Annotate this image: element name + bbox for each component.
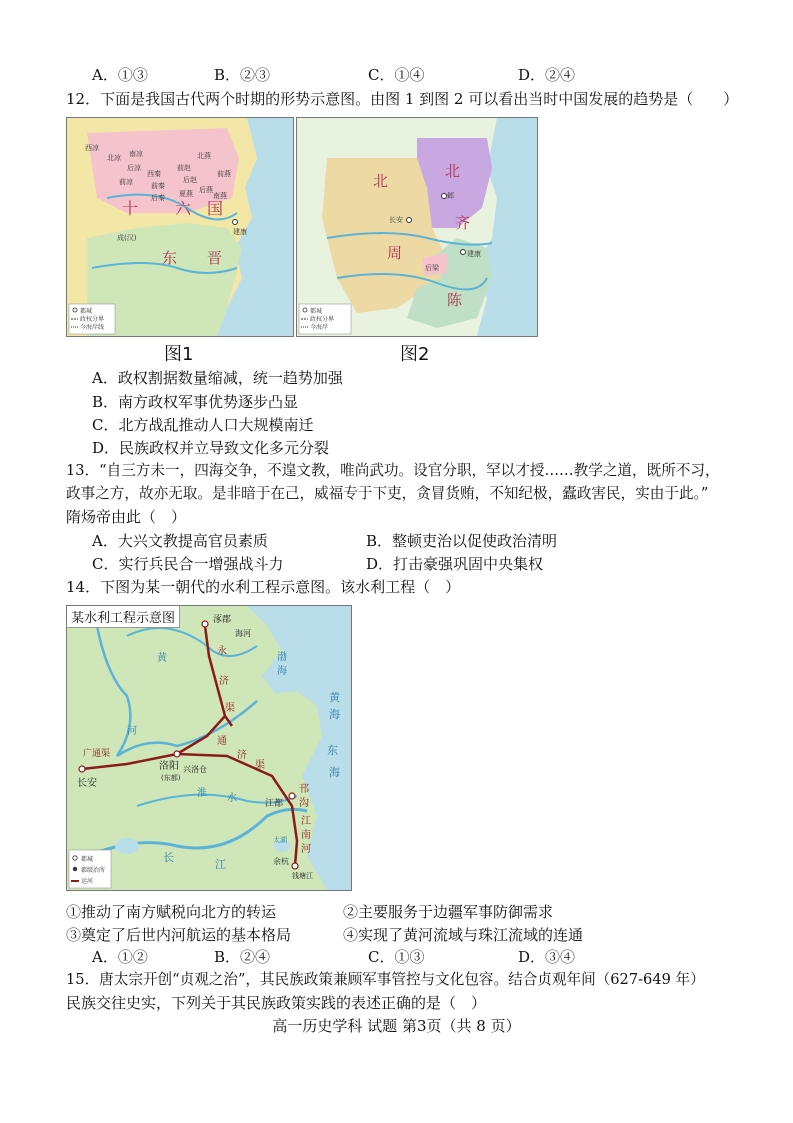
- label-huang2: 黄: [329, 691, 340, 704]
- label-tong: 通: [217, 736, 227, 747]
- zhuojun-marker-icon: [202, 621, 208, 627]
- page-footer: 高一历史学科 试题 第3页（共 8 页）: [272, 1017, 521, 1035]
- q12-option-b: B．南方政权军事优势逐步凸显: [92, 393, 299, 411]
- label-xiliang: 西凉: [85, 144, 99, 152]
- label-xiayan: 夏燕: [179, 190, 193, 198]
- q13-stem-line-1: 13．“自三方未一，四海交争，不遑文教，唯尚武功。设官分职，罕以才授……教学之道，既所不习，: [66, 462, 720, 479]
- label-he2: 河: [301, 844, 311, 855]
- ye-marker-icon: [442, 194, 447, 199]
- label-nanliang: 南凉: [129, 150, 143, 158]
- legend-capital-2: 都城: [310, 308, 323, 315]
- q14-statement-2: ②主要服务于边疆军事防御需求: [343, 903, 554, 921]
- label-nanyan: 南燕: [213, 192, 227, 200]
- yuhang-marker-icon: [292, 863, 298, 869]
- label-shi: 十: [122, 199, 139, 218]
- label-bo: 渤: [277, 652, 287, 663]
- label-qianqin: 前秦: [151, 182, 165, 190]
- label-ye: 邺: [447, 192, 454, 200]
- changan-marker-icon: [79, 766, 85, 772]
- label-guangtongqu: 广通渠: [83, 749, 111, 759]
- label-changan: 长安: [77, 778, 97, 789]
- label-ji: 济: [219, 676, 229, 687]
- label-beiyan: 北燕: [197, 152, 211, 160]
- label-han: 邗: [299, 784, 309, 795]
- label-houliang2: 后梁: [425, 264, 439, 272]
- legend-capital: 都城: [80, 308, 93, 315]
- q13-option-a: A．大兴文教提高官员素质: [92, 532, 268, 550]
- figure-2-map: [296, 117, 538, 337]
- label-jiankang: 建康: [233, 228, 247, 236]
- label-jiankang2: 建康: [467, 250, 481, 258]
- label-chang: 长: [163, 851, 174, 864]
- legend-border: 政权分界: [80, 316, 105, 323]
- capital-icon: [73, 308, 77, 312]
- legend-border-2: 政权分界: [310, 316, 335, 323]
- q11-option-c: C．①④: [368, 66, 425, 84]
- label-haihe: 海河: [235, 629, 251, 638]
- canal-map-svg: [67, 606, 351, 890]
- figure-2-svg: [297, 118, 537, 336]
- label-zhuojun: 涿郡: [213, 615, 232, 625]
- legend-capital: 都城: [81, 856, 94, 863]
- jiankang-marker-icon: [233, 220, 238, 225]
- label-houqin: 后秦: [151, 194, 165, 202]
- figure-1-svg: [67, 118, 293, 336]
- q14-option-a: A．①②: [92, 948, 148, 966]
- q13-stem-line-2: 政事之方，故亦无取。是非暗于在己，威福专于下吏，贪冒货贿，不知纪极，蠹政害民，实由于此。”: [66, 485, 709, 502]
- label-houyan: 后燕: [199, 186, 213, 194]
- label-yuhang: 余杭: [273, 857, 289, 866]
- label-dongdu: (东都): [161, 774, 181, 782]
- q14-statement-1: ①推动了南方赋税向北方的转运: [66, 903, 277, 921]
- q12-option-c: C．北方战乱推动人口大规模南迁: [92, 416, 314, 434]
- q11-option-d: D．②④: [518, 66, 576, 84]
- q14-stem: 14．下图为某一朝代的水利工程示意图。该水利工程（ ）: [66, 578, 461, 596]
- q14-option-c: C．①③: [368, 948, 425, 966]
- q13-option-c: C．实行兵民合一增强战斗力: [92, 555, 284, 573]
- label-bei2: 北: [445, 162, 461, 180]
- q15-stem-line-2: 民族交往史实，下列关于其民族政策实践的表述正确的是（ ）: [66, 994, 487, 1012]
- label-dong: 东: [162, 249, 178, 267]
- q12-option-d: D．民族政权并立导致文化多元分裂: [92, 439, 330, 457]
- legend-coast: 今海岸线: [80, 324, 105, 331]
- q12-stem: 12．下面是我国古代两个时期的形势示意图。由图 1 到图 2 可以看出当时中国发展的趋势是（ ）: [66, 90, 739, 108]
- figure-2-caption: 图2: [400, 344, 430, 365]
- q14-statement-3: ③奠定了后世内河航运的基本格局: [66, 926, 292, 944]
- label-qiantangjiang: 钱塘江: [292, 872, 313, 880]
- label-liu: 六: [175, 199, 192, 218]
- q11-option-b: B．②③: [214, 66, 271, 84]
- q11-option-a: A．①③: [92, 66, 148, 84]
- q14-option-d: D．③④: [518, 948, 576, 966]
- label-gou: 沟: [299, 798, 309, 809]
- legend-coast-2: 今海岸: [310, 324, 329, 331]
- label-hai-huang: 海: [329, 708, 340, 721]
- lake-icon: [115, 838, 139, 854]
- label-chen: 陈: [447, 291, 463, 309]
- jiankang2-marker-icon: [461, 250, 466, 255]
- label-qianliang: 前凉: [119, 178, 133, 186]
- label-shui: 水: [227, 793, 237, 804]
- label-chenghan: 成(汉): [117, 234, 137, 242]
- q14-option-b: B．②④: [214, 948, 271, 966]
- q13-option-b: B．整顿吏治以促使政治清明: [366, 532, 558, 550]
- label-huai: 淮: [197, 788, 207, 799]
- label-qi: 齐: [455, 214, 471, 232]
- changan-marker-icon: [407, 218, 412, 223]
- canal-map: [66, 605, 352, 891]
- legend-canal: 运河: [81, 878, 94, 885]
- label-houzhao: 后赵: [183, 176, 197, 184]
- legend-prefecture-icon: [73, 867, 77, 871]
- figure-1-caption: 图1: [164, 344, 194, 365]
- label-jiangdu: 江都: [265, 799, 284, 809]
- label-beiliang: 北凉: [107, 154, 121, 162]
- canal-map-title: 某水利工程示意图: [67, 606, 180, 628]
- legend-prefecture: 郡级治所: [81, 867, 106, 874]
- label-guo: 国: [207, 199, 224, 218]
- label-qianyan: 前燕: [217, 170, 231, 178]
- label-hai-bo: 海: [277, 666, 287, 677]
- q13-option-d: D．打击豪强巩固中央集权: [366, 555, 544, 573]
- label-jiang2: 江: [215, 858, 226, 871]
- label-xiqin: 西秦: [147, 170, 161, 178]
- label-huang1: 黄: [157, 653, 167, 664]
- label-qianzhao: 前赵: [177, 164, 191, 172]
- q14-statement-4: ④实现了黄河流域与珠江流域的连通: [343, 926, 584, 944]
- label-xingluocang: 兴洛仓: [183, 765, 207, 774]
- label-zhou: 周: [387, 244, 403, 262]
- label-nan: 南: [301, 830, 311, 841]
- capital-icon-2: [303, 308, 307, 312]
- jiangdu-marker-icon: [289, 793, 295, 799]
- label-he1: 河: [127, 726, 137, 737]
- label-taihu: 太湖: [273, 836, 287, 844]
- label-qu1: 渠: [225, 703, 235, 714]
- label-jin: 晋: [207, 249, 223, 267]
- legend-capital-icon: [73, 856, 77, 860]
- label-changan: 长安: [389, 216, 403, 224]
- figure-1-map: [66, 117, 294, 337]
- luoyang-marker-icon: [174, 751, 180, 757]
- q13-stem-line-3: 隋炀帝由此（ ）: [66, 508, 187, 526]
- label-houliang: 后凉: [127, 164, 141, 172]
- label-jiang: 江: [301, 816, 311, 827]
- q15-stem-line-1: 15．唐太宗开创“贞观之治”，其民族政策兼顾军事管控与文化包容。结合贞观年间（627-649 年）: [66, 971, 705, 988]
- label-luoyang: 洛阳: [159, 761, 179, 772]
- label-qu2: 渠: [255, 760, 265, 771]
- q12-option-a: A．政权割据数量缩减，统一趋势加强: [92, 369, 343, 387]
- label-bei1: 北: [373, 172, 389, 190]
- label-yong: 永: [217, 646, 227, 657]
- label-dong: 东: [327, 744, 338, 757]
- label-hai-dong: 海: [329, 766, 340, 779]
- label-ji2: 济: [237, 750, 247, 761]
